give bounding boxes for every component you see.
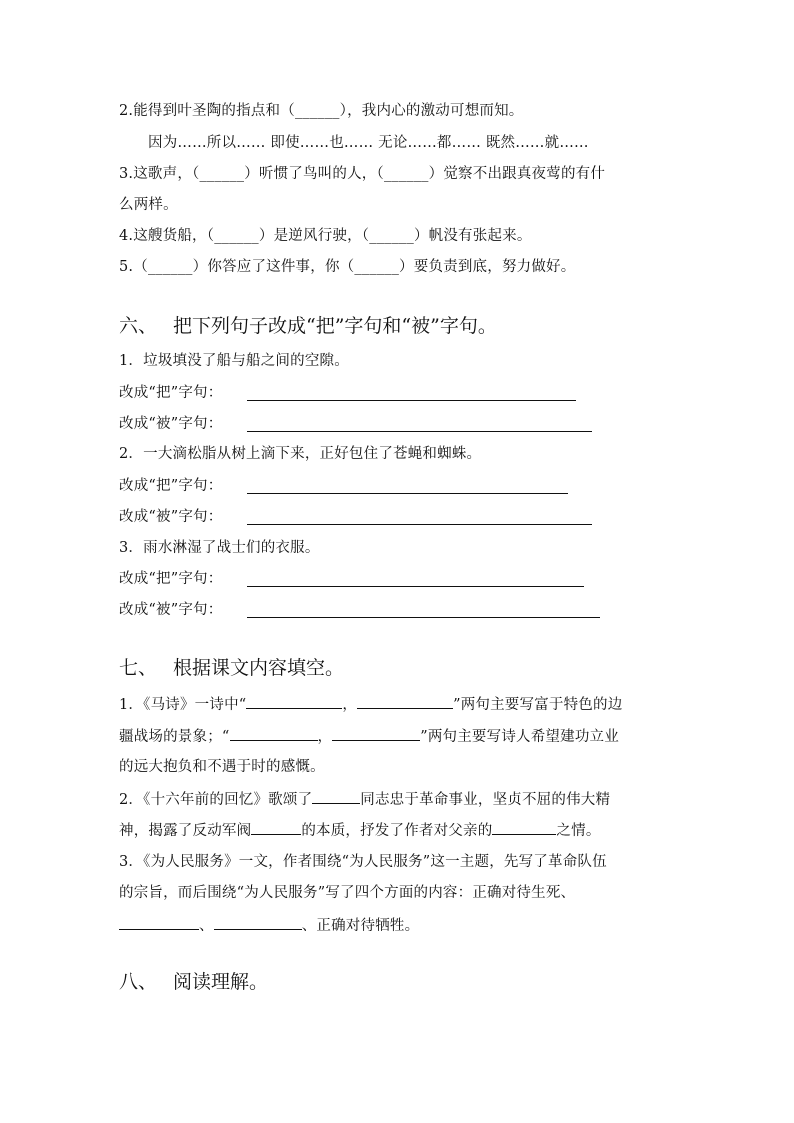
fill-blank[interactable] [119, 915, 199, 930]
bei-label-3: 改成“被”字句： [119, 602, 223, 618]
section-7-heading [119, 655, 344, 681]
text: ”两句主要写诗人希望建功立业 [420, 729, 619, 745]
fill-blank[interactable] [357, 694, 453, 709]
text: ）帆没有张起来。 [413, 228, 532, 244]
text: 同志忠于革命事业，坚贞不屈的伟大精 [360, 792, 611, 808]
fill-blank[interactable]: ______ [383, 166, 429, 182]
bei-label-2: 改成“被”字句： [119, 509, 223, 525]
text: 1．《马诗》一诗中“ [119, 697, 247, 713]
section-title: 根据课文内容填空。 [173, 657, 345, 679]
fill-blank[interactable]: ______ [369, 228, 414, 244]
text: ）觉察不出跟真夜莺的有什 [428, 166, 606, 182]
question-7-2-line1 [119, 789, 610, 810]
question-7-2-line2 [119, 820, 601, 841]
section-title: 阅读理解。 [173, 971, 269, 993]
fill-blank[interactable] [214, 915, 302, 930]
text: 、 [199, 918, 214, 934]
fill-blank[interactable]: ______ [199, 166, 245, 182]
fill-blank[interactable]: ______ [147, 259, 193, 275]
text: ），我内心的激动可想而知。 [339, 103, 524, 119]
question-7-1-line3: 的远大抱负和不遇于时的感慨。 [119, 759, 325, 775]
text: ”两句主要写富于特色的边 [453, 697, 623, 713]
text: 2．《十六年前的回忆》歌颂了 [119, 792, 313, 808]
section-title: 把下列句子改成“把”字句和“被”字句。 [173, 315, 497, 337]
fill-blank[interactable] [332, 726, 420, 741]
answer-line-ba-2[interactable] [247, 493, 568, 494]
fill-blank[interactable] [230, 726, 318, 741]
text: 4.这艘货船，（ [119, 228, 215, 244]
question-5-4 [119, 226, 532, 246]
answer-line-bei-2[interactable] [247, 524, 592, 525]
question-5-5 [119, 257, 575, 277]
question-7-1-line1 [119, 694, 622, 715]
section-6-heading [119, 313, 497, 339]
question-7-1-line2 [119, 726, 619, 747]
text: ）是逆风行驶，（ [258, 228, 370, 244]
connector-options: 因为……所以…… 即使……也…… 无论……都…… 既然……就…… [148, 135, 589, 151]
text: 的本质，抒发了作者对父亲的 [301, 823, 493, 839]
answer-line-bei-3[interactable] [247, 617, 600, 618]
text: ）要负责到底，努力做好。 [399, 259, 576, 275]
text: ）你答应了这件事，你（ [192, 259, 355, 275]
text: 之情。 [556, 823, 601, 839]
question-7-3-line3 [119, 915, 419, 936]
text: 、正确对待牺牲。 [301, 918, 420, 934]
fill-blank[interactable] [492, 820, 556, 835]
bei-label-1: 改成“被”字句： [119, 416, 223, 432]
answer-line-ba-1[interactable] [247, 400, 576, 401]
fill-blank[interactable] [251, 820, 301, 835]
text: 3.这歌声，（ [119, 166, 200, 182]
text: ， [317, 729, 333, 745]
question-5-3-cont: 么两样。 [119, 197, 178, 213]
section-number: 七、 [119, 657, 158, 679]
question-5-2 [119, 101, 524, 121]
ba-label-2: 改成“把”字句： [119, 478, 223, 494]
question-7-3-line2: 的宗旨，而后围绕“为人民服务”写了四个方面的内容：正确对待生死、 [119, 885, 576, 901]
text: 2.能得到叶圣陶的指点和（ [119, 103, 295, 119]
text: 5.（ [119, 259, 148, 275]
question-7-3-line1: 3．《为人民服务》一文，作者围绕“为人民服务”这一主题，先写了革命队伍 [119, 854, 607, 870]
fill-blank[interactable] [246, 694, 342, 709]
ba-label-3: 改成“把”字句： [119, 571, 223, 587]
sentence-2: 2．一大滴松脂从树上滴下来，正好包住了苍蝇和蜘蛛。 [119, 446, 482, 462]
fill-blank[interactable] [312, 789, 360, 804]
section-number: 六、 [119, 315, 158, 337]
fill-blank[interactable]: ______ [354, 259, 400, 275]
sentence-3: 3．雨水淋湿了战士们的衣服。 [119, 540, 320, 556]
text: ， [342, 697, 358, 713]
text: ）听惯了鸟叫的人，（ [244, 166, 384, 182]
section-8-heading [119, 969, 268, 995]
text: 神，揭露了反动军阀 [119, 823, 252, 839]
answer-line-ba-3[interactable] [247, 586, 584, 587]
text: 疆战场的景象；“ [119, 729, 230, 745]
ba-label-1: 改成“把”字句： [119, 385, 223, 401]
fill-blank[interactable]: ______ [294, 103, 340, 119]
answer-line-bei-1[interactable] [247, 431, 592, 432]
section-number: 八、 [119, 971, 158, 993]
sentence-1: 1．垃圾填没了船与船之间的空隙。 [119, 353, 349, 369]
question-5-3 [119, 164, 605, 184]
fill-blank[interactable]: ______ [214, 228, 259, 244]
